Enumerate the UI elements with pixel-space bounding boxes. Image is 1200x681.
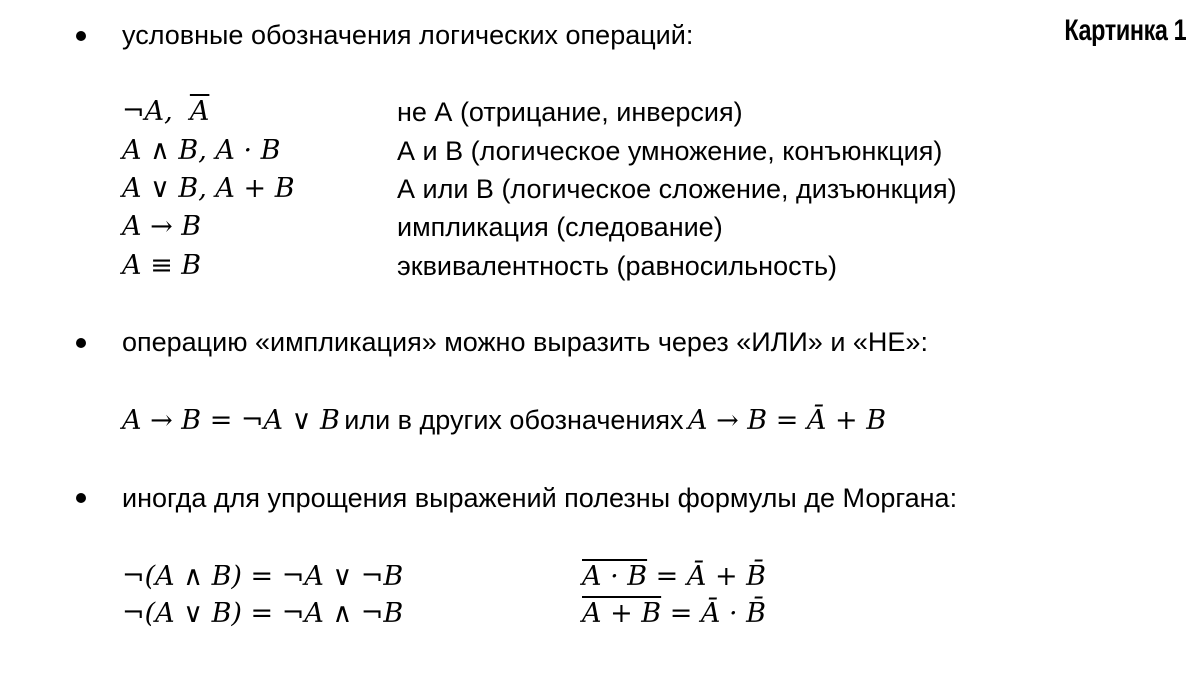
implication-formula-middle: или в других обозначениях bbox=[344, 405, 684, 435]
symbol-equivalence: A ≡ B bbox=[122, 250, 202, 281]
bullet-1 bbox=[76, 31, 86, 41]
symbol-negation: ¬A, $\overline{A}$ bbox=[122, 96, 210, 127]
demorgan-right-1 bbox=[582, 563, 766, 590]
demorgan-left-1: ¬(A ∧ B) = ¬A ∨ ¬B bbox=[122, 561, 404, 592]
desc-negation: не А (отрицание, инверсия) bbox=[397, 97, 743, 127]
symbol-disjunction: A ∨ B, A + B bbox=[122, 173, 295, 204]
desc-disjunction: А или В (логическое сложение, дизъюнкция) bbox=[397, 174, 957, 204]
demorgan-right-1-rhs: = Ā + B̄ bbox=[647, 561, 767, 592]
demorgan-right-2-rhs: = Ā · B̄ bbox=[661, 598, 767, 629]
bullet-3 bbox=[76, 493, 86, 503]
section2-heading: операцию «импликация» можно выразить через «ИЛИ» и «НЕ»: bbox=[122, 327, 928, 357]
page-title: Картинка 1 bbox=[1064, 14, 1186, 47]
section1-heading: условные обозначения логических операций: bbox=[122, 20, 694, 50]
demorgan-right-2-lhs: A + B bbox=[582, 598, 662, 629]
implication-formula-left: A → B = ¬A ∨ B bbox=[122, 405, 340, 436]
implication-formula-line bbox=[122, 407, 886, 434]
desc-conjunction: А и В (логическое умножение, конъюнкция) bbox=[397, 136, 943, 166]
implication-formula-right: A → B = Ā + B bbox=[688, 405, 887, 436]
demorgan-right-1-lhs: A · B bbox=[582, 561, 648, 592]
section3-heading: иногда для упрощения выражений полезны формулы де Моргана: bbox=[122, 483, 958, 513]
symbol-conjunction: A ∧ B, A · B bbox=[122, 135, 281, 166]
symbol-implication: A → B bbox=[122, 211, 202, 242]
bullet-2 bbox=[76, 338, 86, 348]
desc-implication: импликация (следование) bbox=[397, 212, 723, 242]
demorgan-right-2 bbox=[582, 600, 766, 627]
demorgan-left-2: ¬(A ∨ B) = ¬A ∧ ¬B bbox=[122, 598, 404, 629]
desc-equivalence: эквивалентность (равносильность) bbox=[397, 251, 838, 281]
